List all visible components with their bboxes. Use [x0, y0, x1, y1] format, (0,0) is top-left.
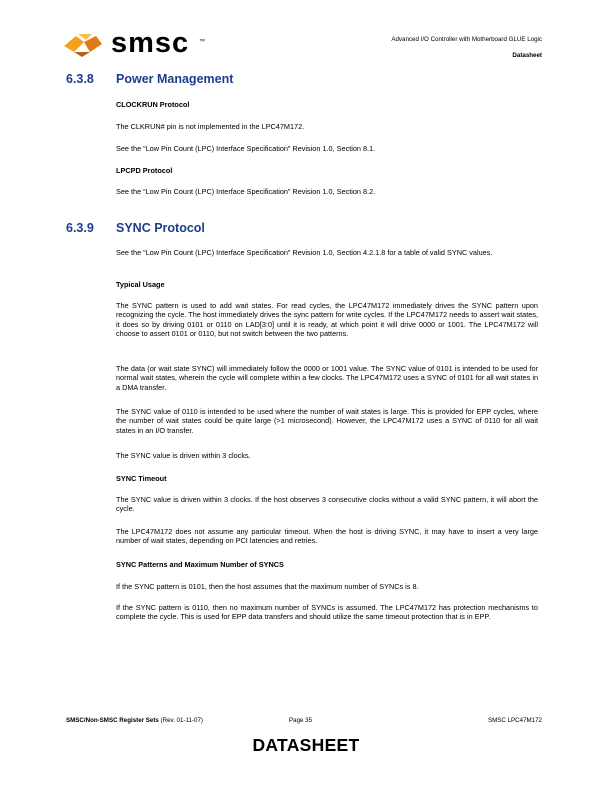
section-number: 6.3.8: [66, 72, 94, 86]
subheading-typical-usage: Typical Usage: [116, 280, 165, 289]
paragraph: The SYNC value of 0110 is intended to be used where the number of wait states is large. This is provided for EPP cycles, where the number of wait states could be quite large (>1 microsecond). However, the LPC47M172 uses a SYNC of 0110 for all wait states in an I/O transfer.: [116, 407, 538, 435]
paragraph: See the “Low Pin Count (LPC) Interface Specification” Revision 1.0, Section 8.2.: [116, 187, 376, 196]
subheading-lpcpd: LPCPD Protocol: [116, 166, 173, 175]
subheading-sync-patterns: SYNC Patterns and Maximum Number of SYNCS: [116, 560, 284, 569]
footer-doc-name: SMSC/Non-SMSC Register Sets: [66, 717, 159, 724]
paragraph: The CLKRUN# pin is not implemented in the LPC47M172.: [116, 122, 305, 131]
paragraph: The LPC47M172 does not assume any particular timeout. When the host is driving SYNC, it may have to insert a very large number of wait states, depending on PCI latencies and retries.: [116, 527, 538, 546]
paragraph: The SYNC pattern is used to add wait states. For read cycles, the LPC47M172 immediately drives the SYNC pattern upon recognizing the cycle. The host immediately drives the sync pattern for write cycles. If the LPC47M172 needs to assert wait states, it does so by driving 0101 or 0110 on LAD[3:0] until it is ready, at which point it will drive 0000 or 1001. The LPC47M172 will choose to assert 0101 or 0110, but not switch between the two patterns.: [116, 301, 538, 338]
paragraph: The data (or wait state SYNC) will immediately follow the 0000 or 1001 value. The SYNC value of 0101 is intended to be used for normal wait states, wherein the cycle will complete within a few clocks. The LPC47M172 uses a SYNC of 0101 for all wait states in a DMA transfer.: [116, 364, 538, 392]
paragraph: See the “Low Pin Count (LPC) Interface Specification” Revision 1.0, Section 4.2.1.8 for a table of valid SYNC values.: [116, 248, 493, 257]
doc-type: Datasheet: [512, 52, 542, 59]
subheading-clockrun: CLOCKRUN Protocol: [116, 100, 190, 109]
section-number: 6.3.9: [66, 221, 94, 235]
section-title: SYNC Protocol: [116, 221, 205, 235]
paragraph: The SYNC value is driven within 3 clocks.: [116, 451, 251, 460]
product-line: Advanced I/O Controller with Motherboard GLUE Logic: [391, 36, 542, 43]
paragraph: The SYNC value is driven within 3 clocks. If the host observes 3 consecutive clocks without a valid SYNC pattern, it will abort the cycle.: [116, 495, 538, 514]
footer-revision: (Rev. 01-11-07): [158, 717, 203, 724]
subheading-sync-timeout: SYNC Timeout: [116, 474, 167, 483]
trademark-symbol: ™: [199, 39, 205, 45]
footer-right: SMSC LPC47M172: [488, 717, 542, 724]
footer-page-number: Page 35: [289, 717, 313, 724]
smsc-logo-mark: [62, 30, 112, 58]
paragraph: If the SYNC pattern is 0101, then the host assumes that the maximum number of SYNCs is 8.: [116, 582, 419, 591]
section-heading-power-management: [66, 72, 233, 86]
section-heading-sync-protocol: [66, 221, 205, 235]
section-title: Power Management: [116, 72, 234, 86]
footer-left: [66, 717, 203, 724]
paragraph: See the “Low Pin Count (LPC) Interface Specification” Revision 1.0, Section 8.1.: [116, 144, 376, 153]
brand-wordmark: smsc: [111, 27, 190, 59]
paragraph: If the SYNC pattern is 0110, then no maximum number of SYNCs is assumed. The LPC47M172 has protection mechanisms to complete the cycle. This is used for EPP data transfers and should utilize the same timeout protection that is in EPP.: [116, 603, 538, 622]
datasheet-banner: DATASHEET: [252, 735, 360, 755]
